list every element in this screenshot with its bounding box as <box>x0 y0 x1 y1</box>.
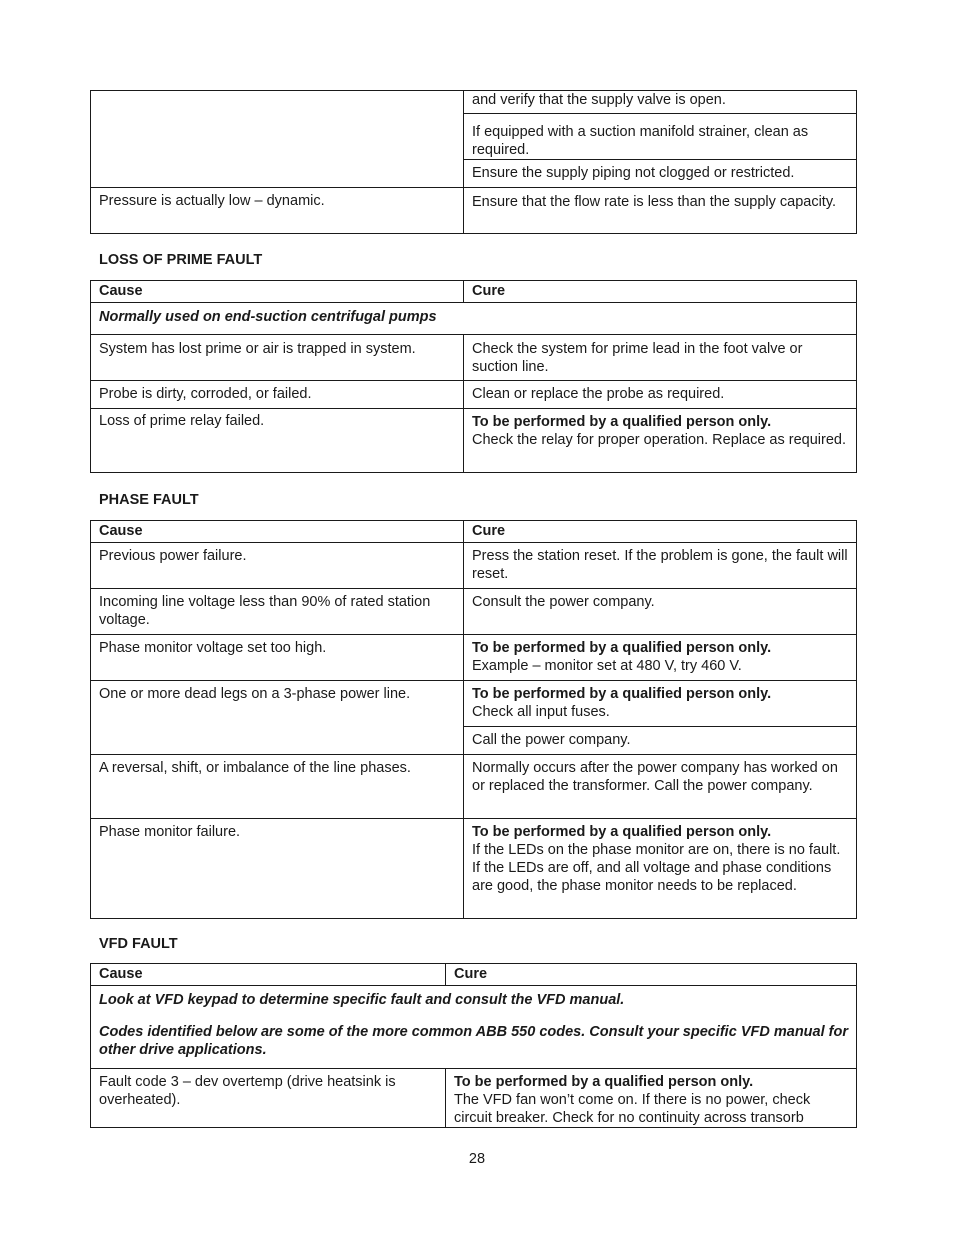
table-cell-cause: System has lost prime or air is trapped in system. <box>91 335 464 381</box>
table-cell-cause: Phase monitor failure. <box>91 819 464 919</box>
phase-fault-table <box>90 520 857 919</box>
table-cell-cure: Press the station reset. If the problem is gone, the fault will reset. <box>464 543 857 589</box>
qualified-person-note: To be performed by a qualified person only. <box>454 1074 754 1090</box>
table-cell-cure: Normally occurs after the power company has worked on or replaced the transformer. Call the power company. <box>464 755 857 819</box>
table-cell-cure: To be performed by a qualified person only. If the LEDs on the phase monitor are on, there is no fault. If the LEDs are off, and all voltage and phase conditions are good, the phase monitor needs to be replaced. <box>464 819 857 919</box>
column-header-cure: Cure <box>446 964 857 986</box>
column-header-cure: Cure <box>464 521 857 543</box>
table-cell-cause: Phase monitor voltage set too high. <box>91 635 464 681</box>
loss-of-prime-table <box>90 280 857 473</box>
column-header-cure: Cure <box>464 281 857 303</box>
column-header-cause: Cause <box>91 964 446 986</box>
page-number: 28 <box>468 1151 486 1167</box>
table-cell-cause: Incoming line voltage less than 90% of rated station voltage. <box>91 589 464 635</box>
qualified-person-note: To be performed by a qualified person only. <box>472 686 772 702</box>
table-cell-cause: A reversal, shift, or imbalance of the line phases. <box>91 755 464 819</box>
table-cell-cure: Check the system for prime lead in the foot valve or suction line. <box>464 335 857 381</box>
table-cell-cause: Loss of prime relay failed. <box>91 409 464 473</box>
table-cell-cause: Pressure is actually low – dynamic. <box>91 188 464 234</box>
table-cell-cure: To be performed by a qualified person only. The VFD fan won’t come on. If there is no power, check circuit breaker. Check for no continuity across transorb <box>446 1069 857 1128</box>
table-cell-cure: Consult the power company. <box>464 589 857 635</box>
top-table <box>90 90 857 234</box>
table-cell-cure: Ensure the supply piping not clogged or restricted. <box>464 160 857 188</box>
table-note: Look at VFD keypad to determine specific fault and consult the VFD manual. Codes identified below are some of the more common ABB 550 codes. Consult your specific VFD manual for other drive applications. <box>91 986 857 1069</box>
column-header-cause: Cause <box>91 521 464 543</box>
qualified-person-note: To be performed by a qualified person only. <box>472 824 772 840</box>
table-cell-cure: Clean or replace the probe as required. <box>464 381 857 409</box>
table-cell-cause <box>91 91 464 188</box>
table-cell-cause: Fault code 3 – dev overtemp (drive heatsink is overheated). <box>91 1069 446 1128</box>
qualified-person-note: To be performed by a qualified person only. <box>472 414 772 430</box>
table-cell-cure: If equipped with a suction manifold strainer, clean as required. <box>464 114 857 160</box>
section-title-phase-fault: PHASE FAULT <box>99 492 199 508</box>
vfd-fault-table <box>90 963 857 1128</box>
table-cell-cure: Ensure that the flow rate is less than the supply capacity. <box>464 188 857 234</box>
qualified-person-note: To be performed by a qualified person only. <box>472 640 772 656</box>
table-cell-cure: Call the power company. <box>464 727 857 755</box>
table-cell-cure: To be performed by a qualified person only. Check the relay for proper operation. Replace as required. <box>464 409 857 473</box>
section-title-loss-of-prime: LOSS OF PRIME FAULT <box>99 252 263 268</box>
table-note: Normally used on end-suction centrifugal pumps <box>91 303 857 335</box>
table-cell-cause: Previous power failure. <box>91 543 464 589</box>
table-cell-cure: To be performed by a qualified person only. Example – monitor set at 480 V, try 460 V. <box>464 635 857 681</box>
table-cell-cure: To be performed by a qualified person only. Check all input fuses. <box>464 681 857 727</box>
table-cell-cause: One or more dead legs on a 3-phase power line. <box>91 681 464 755</box>
column-header-cause: Cause <box>91 281 464 303</box>
table-cell-cure: and verify that the supply valve is open. <box>464 91 857 114</box>
table-cell-cause: Probe is dirty, corroded, or failed. <box>91 381 464 409</box>
section-title-vfd-fault: VFD FAULT <box>99 936 178 952</box>
